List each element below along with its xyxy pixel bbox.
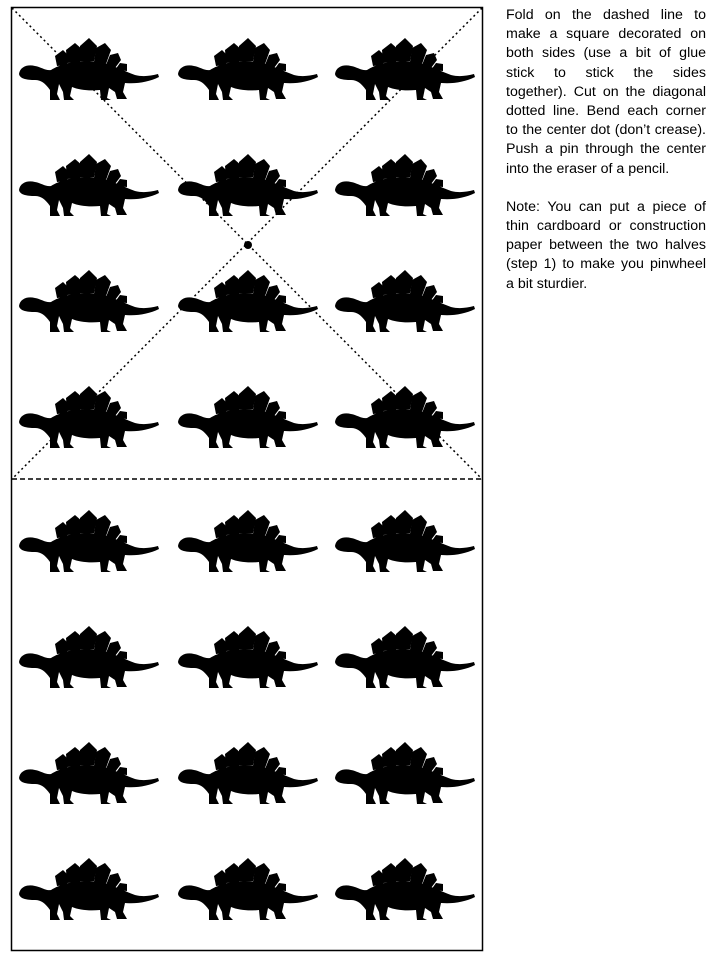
stegosaurus-icon: [178, 270, 318, 332]
stegosaurus-icon: [178, 38, 318, 100]
instructions-paragraph-fold: Fold on the dashed line to make a square decorated on both sides (use a bit of glue stick to stick the sides together). Cut on the diagonal dotted line. Bend each corner to the center dot (don’t crease). Push a pin through the center into the eraser of a pencil.: [506, 7, 706, 177]
stegosaurus-icon: [178, 386, 318, 448]
stegosaurus-icon: [335, 386, 475, 448]
stegosaurus-icon: [19, 510, 159, 572]
stegosaurus-icon: [335, 858, 475, 920]
stegosaurus-icon: [19, 858, 159, 920]
stegosaurus-icon: [335, 626, 475, 688]
stegosaurus-icon: [19, 270, 159, 332]
stegosaurus-icon: [335, 742, 475, 804]
stegosaurus-icon: [335, 38, 475, 100]
stegosaurus-icon: [178, 626, 318, 688]
stegosaurus-icon: [178, 510, 318, 572]
stegosaurus-icon: [19, 742, 159, 804]
stegosaurus-icon: [19, 38, 159, 100]
instructions-panel: [506, 6, 706, 313]
instructions-paragraph-note: Note: You can put a piece of thin cardboard or construction paper between the two halves (step 1) to make you pinwheel a bit sturdier.: [506, 198, 706, 292]
stegosaurus-icon: [335, 510, 475, 572]
stegosaurus-icon: [178, 858, 318, 920]
stegosaurus-icon: [19, 626, 159, 688]
stegosaurus-icon: [335, 154, 475, 216]
stegosaurus-icon: [178, 742, 318, 804]
stegosaurus-icon: [178, 154, 318, 216]
stegosaurus-icon: [19, 386, 159, 448]
stegosaurus-icon: [335, 270, 475, 332]
center-dot[interactable]: [244, 241, 252, 249]
stegosaurus-icon: [19, 154, 159, 216]
